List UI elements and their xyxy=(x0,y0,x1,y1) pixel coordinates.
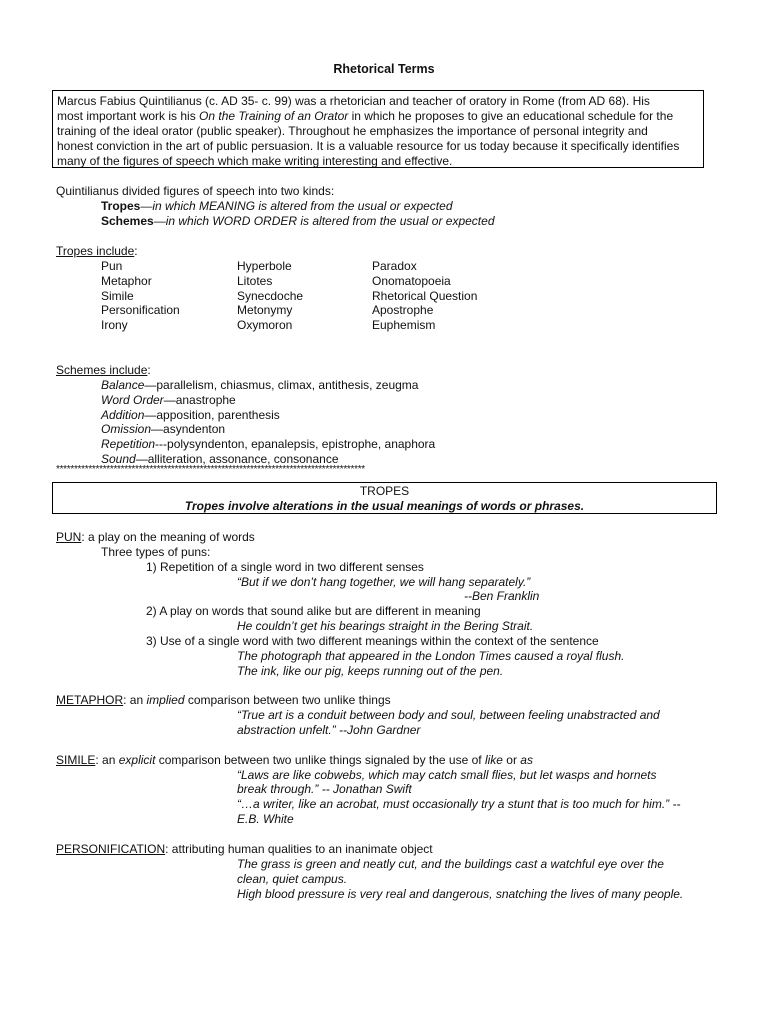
star-divider: ************************************************************************************** xyxy=(56,464,365,475)
page-title: Rhetorical Terms xyxy=(333,62,435,76)
scheme-item xyxy=(101,422,225,437)
kinds-lead: Quintilianus divided figures of speech into two kinds: xyxy=(56,184,335,198)
scheme-label: Repetition xyxy=(101,437,156,451)
term: SIMILE xyxy=(56,753,96,767)
definition-emphasis: explicit xyxy=(118,753,156,767)
example: break through.” -- Jonathan Swift xyxy=(237,782,412,796)
scheme-desc: —alliteration, assonance, consonance xyxy=(135,452,339,466)
scheme-label: Addition xyxy=(101,408,145,422)
intro-line: many of the figures of speech which make writing interesting and effective. xyxy=(57,154,453,168)
heading-text: Tropes include xyxy=(56,244,135,258)
scheme-desc: —anastrophe xyxy=(163,393,236,407)
trope-item: Oxymoron xyxy=(237,318,293,332)
book-title: On the Training of an Orator xyxy=(199,109,349,123)
kinds-schemes xyxy=(101,214,495,229)
trope-item: Euphemism xyxy=(372,318,436,332)
schemes-include-heading xyxy=(56,363,151,378)
definition: comparison between two unlike things signaled by the use of xyxy=(155,753,485,767)
kinds-tropes xyxy=(101,199,453,214)
trope-item: Metonymy xyxy=(237,303,293,317)
example: High blood pressure is very real and dangerous, snatching the lives of many people. xyxy=(237,887,684,901)
tropes-label: Tropes xyxy=(101,199,141,213)
definition: : an xyxy=(95,753,119,767)
pun-types-lead: Three types of puns: xyxy=(101,545,211,559)
trope-item: Irony xyxy=(101,318,128,332)
heading-colon: : xyxy=(134,244,138,258)
intro-text: in which he proposes to give an educational schedule for the xyxy=(348,109,674,123)
schemes-desc: —in which WORD ORDER is altered from the usual or expected xyxy=(153,214,495,228)
intro-box xyxy=(52,90,704,168)
example: The ink, like our pig, keeps running out of the pen. xyxy=(237,664,504,678)
scheme-desc: —asyndenton xyxy=(151,422,226,436)
scheme-desc: —apposition, parenthesis xyxy=(144,408,280,422)
term: PUN xyxy=(56,530,82,544)
pun-definition xyxy=(56,530,255,545)
definition: or xyxy=(502,753,521,767)
definition: : a play on the meaning of words xyxy=(81,530,255,544)
example: E.B. White xyxy=(237,812,294,826)
trope-item: Synecdoche xyxy=(237,289,304,303)
intro-line: training of the ideal orator (public speaker). Throughout he emphasizes the importance of personal integrity and xyxy=(57,124,648,138)
example: “…a writer, like an acrobat, must occasionally try a stunt that is too much for him.” -- xyxy=(237,797,681,811)
trope-item: Metaphor xyxy=(101,274,152,288)
scheme-item xyxy=(101,378,418,393)
intro-line: Marcus Fabius Quintilianus (c. AD 35- c. 99) was a rhetorician and teacher of oratory in Rome (from AD 68). His xyxy=(57,94,650,108)
trope-item: Onomatopoeia xyxy=(372,274,451,288)
intro-text: most important work is his xyxy=(57,109,200,123)
scheme-label: Omission xyxy=(101,422,152,436)
term: PERSONIFICATION xyxy=(56,842,166,856)
schemes-label: Schemes xyxy=(101,214,154,228)
example: abstraction unfelt.” --John Gardner xyxy=(237,723,421,737)
heading-text: Schemes include xyxy=(56,363,148,377)
trope-item: Simile xyxy=(101,289,134,303)
scheme-item xyxy=(101,393,236,408)
definition-emphasis: as xyxy=(520,753,533,767)
definition-emphasis: implied xyxy=(146,693,185,707)
definition-emphasis: like xyxy=(484,753,503,767)
example: “Laws are like cobwebs, which may catch small flies, but let wasps and hornets xyxy=(237,768,657,782)
heading-colon: : xyxy=(147,363,151,377)
scheme-desc: —parallelism, chiasmus, climax, antithesis, zeugma xyxy=(144,378,419,392)
example: He couldn’t get his bearings straight in the Bering Strait. xyxy=(237,619,534,633)
example: “But if we don’t hang together, we will hang separately.” xyxy=(237,575,531,589)
trope-item: Litotes xyxy=(237,274,273,288)
definition: comparison between two unlike things xyxy=(184,693,391,707)
intro-line xyxy=(57,109,699,124)
personification-definition xyxy=(56,842,433,857)
pun-type-1: 1) Repetition of a single word in two different senses xyxy=(146,560,424,574)
example: The photograph that appeared in the London Times caused a royal flush. xyxy=(237,649,625,663)
example: The grass is green and neatly cut, and the buildings cast a watchful eye over the xyxy=(237,857,664,871)
pun-type-2: 2) A play on words that sound alike but are different in meaning xyxy=(146,604,481,618)
trope-item: Apostrophe xyxy=(372,303,434,317)
trope-item: Personification xyxy=(101,303,180,317)
scheme-label: Word Order xyxy=(101,393,164,407)
tropes-subtitle: Tropes involve alterations in the usual meanings of words or phrases. xyxy=(184,499,585,513)
tropes-heading: TROPES xyxy=(359,484,410,498)
simile-definition xyxy=(56,753,533,768)
attribution: --Ben Franklin xyxy=(464,589,540,603)
tropes-include-heading xyxy=(56,244,138,259)
intro-line: honest conviction in the art of public persuasion. It is a valuable resource for us today because it specifically identifies xyxy=(57,139,680,153)
trope-item: Rhetorical Question xyxy=(372,289,478,303)
example: “True art is a conduit between body and soul, between feeling unabstracted and xyxy=(237,708,660,722)
trope-item: Hyperbole xyxy=(237,259,292,273)
trope-item: Paradox xyxy=(372,259,417,273)
scheme-item xyxy=(101,408,280,423)
scheme-label: Balance xyxy=(101,378,145,392)
definition: : an xyxy=(123,693,147,707)
term: METAPHOR xyxy=(56,693,124,707)
definition: : attributing human qualities to an inanimate object xyxy=(165,842,433,856)
scheme-desc: ---polysyndenton, epanalepsis, epistrophe, anaphora xyxy=(155,437,436,451)
pun-type-3: 3) Use of a single word with two different meanings within the context of the sentence xyxy=(146,634,599,648)
metaphor-definition xyxy=(56,693,391,708)
example: clean, quiet campus. xyxy=(237,872,348,886)
trope-item: Pun xyxy=(101,259,123,273)
tropes-desc: —in which MEANING is altered from the usual or expected xyxy=(140,199,453,213)
scheme-label: Sound xyxy=(101,452,136,466)
scheme-item xyxy=(101,437,435,452)
tropes-box xyxy=(52,482,717,514)
